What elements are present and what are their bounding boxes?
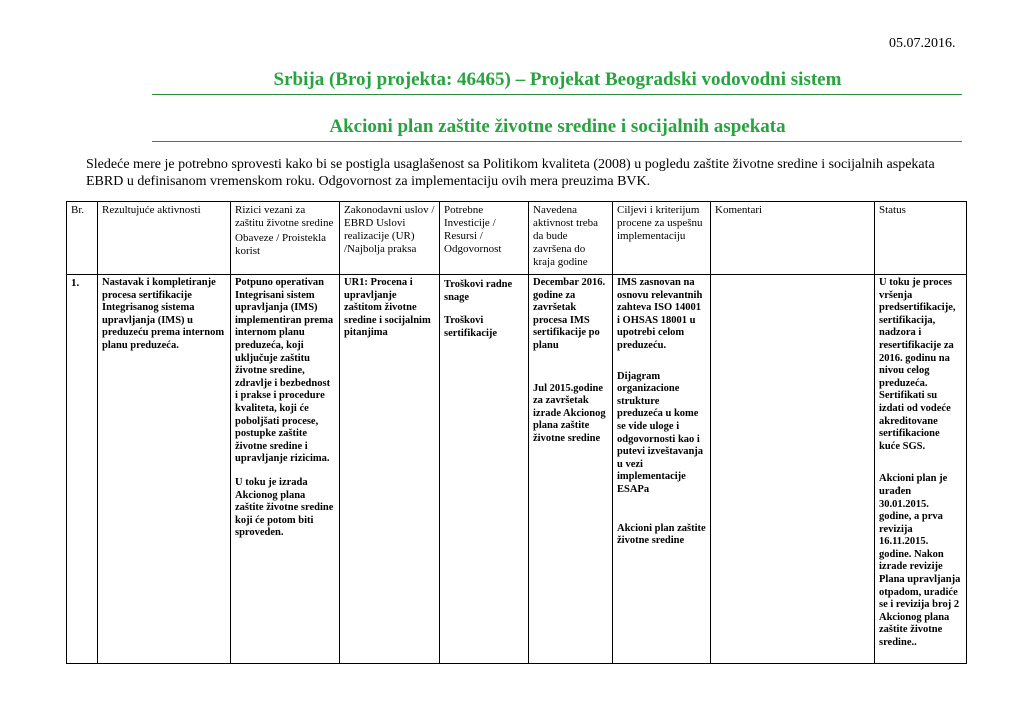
row-status-text-1: U toku je proces vršenja predsertifikacije, sertifikacija, nadzora i resertifikacije za 2016. godinu na nivou celog preduzeća. Sertifikati su izdati od vodeće akreditovane sertifikacione kuće SGS.: [879, 277, 956, 452]
header-status: Status: [875, 202, 967, 275]
header-deadline: Navedena aktivnost treba da bude završena do kraja godine: [529, 202, 613, 275]
row-status-text-2: Akcioni plan je urađen 30.01.2015. godine, a prva revizija 16.11.2015. godine. Nakon izrade revizije Plana upravljanja otpadom, uradiće se i revizija broj 2 Akcionog plana zaštite životne sredine..: [879, 473, 961, 649]
row-legal: UR1: Procena i upravljanje zaštitom životne sredine i socijalnim pitanjima: [340, 275, 440, 664]
table-row: [67, 275, 967, 664]
row-goals-text-1: IMS zasnovan na osnovu relevantnih zahteva ISO 14001 i OHSAS 18001 u upotrebi celom preduzeću.: [617, 277, 703, 351]
header-legal: Zakonodavni uslov / EBRD Uslovi realizacije (UR) /Najbolja praksa: [340, 202, 440, 275]
intro-paragraph: Sledeće mere je potrebno sprovesti kako bi se postigla usaglašenost sa Politikom kvaliteta (2008) u pogledu zaštite životne sredine i socijalnih aspekata EBRD u definisanom vremenskom roku. Odgovornost za implementaciju ovih mera preuzima BVK.: [86, 157, 935, 189]
document-subtitle: Akcioni plan zaštite životne sredine i socijalnih aspekata: [329, 116, 786, 137]
header-risks: [231, 202, 340, 275]
header-activities: Rezultujuće aktivnosti: [98, 202, 231, 275]
row-deadline-text-2: Jul 2015.godine za završetak izrade Akcionog plana zaštite životne sredine: [533, 382, 606, 444]
row-comments: [711, 275, 875, 664]
row-status: [875, 275, 967, 664]
row-goals-text-3: Akcioni plan zaštite životne sredine: [617, 522, 706, 547]
row-risks-text-1: Potpuno operativan Integrisani sistem upravljanja (IMS) implementiran prema internom planu preduzeća, koji uključuje zaštitu životne sredine, zdravlje i bezbednost i prakse i procedure kvaliteta, koji će poboljšati procese, postupke zaštite životne sredine i upravljanje rizicima.: [235, 277, 334, 465]
row-deadline-text-1: Decembar 2016. godine za završetak procesa IMS sertifikacije po planu: [533, 277, 606, 351]
row-deadline: [529, 275, 613, 664]
document-title: Srbija (Broj projekta: 46465) – Projekat Beogradski vodovodni sistem: [273, 69, 842, 90]
header-investments: Potrebne Investicije / Resursi / Odgovornost: [440, 202, 529, 275]
row-activity: Nastavak i kompletiranje procesa sertifikacije Integrisanog sistema upravljanja (IMS) u preduzeću prema internom planu preduzeća.: [98, 275, 231, 664]
row-invest-text-2: Troškovi sertifikacije: [444, 315, 498, 339]
row-investments: [440, 275, 529, 664]
header-risks-sub: Obaveze / Proistekla korist: [235, 232, 327, 257]
header-br: Br.: [67, 202, 98, 275]
header-comments: Komentari: [711, 202, 875, 275]
header-risks-label: Rizici vezani za zaštitu životne sredine: [235, 204, 334, 229]
document-date: 05.07.2016.: [889, 36, 956, 51]
table-header-row: [67, 202, 967, 275]
title-underline: [152, 94, 962, 95]
subtitle-underline: [152, 141, 962, 142]
row-goals-text-2: Dijagram organizacione strukture preduzeća u kome se vide uloge i odgovornosti kao i putevi izveštavanja u vezi implementacije ESAPa: [617, 370, 704, 495]
row-number: 1.: [67, 275, 98, 664]
action-plan-table: [66, 201, 967, 664]
row-invest-text-1: Troškovi radne snage: [444, 279, 513, 303]
row-risks-text-2: U toku je izrada Akcionog plana zaštite životne sredine koji će potom biti sproveden.: [235, 476, 334, 539]
row-risks: [231, 275, 340, 664]
row-goals: [613, 275, 711, 664]
header-goals: Ciljevi i kriterijum procene za uspešnu implementaciju: [613, 202, 711, 275]
